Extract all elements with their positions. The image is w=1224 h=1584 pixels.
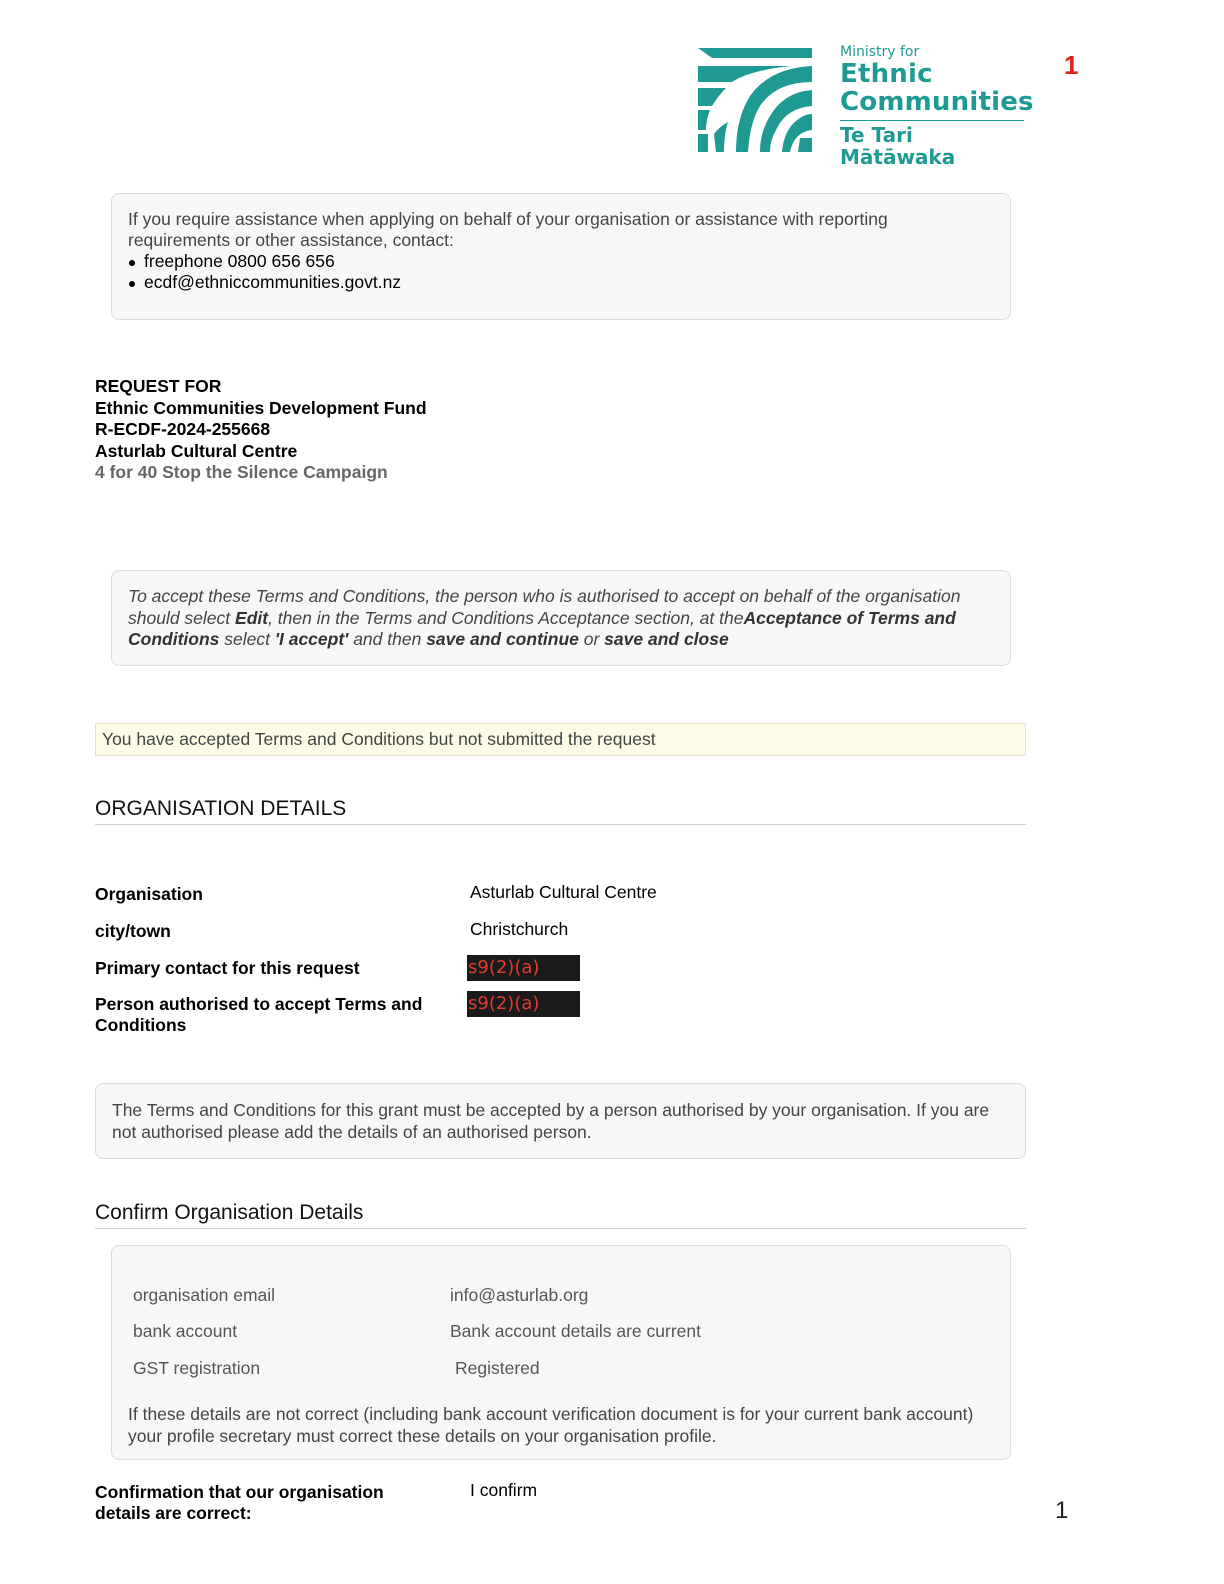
bank-account-label: bank account [133, 1321, 238, 1341]
terms-text-1: To accept these Terms and Conditions, the person who is authorised to accept on behalf of the organisation should select [128, 586, 961, 628]
authorised-person-label: Person authorised to accept Terms and Conditions [95, 994, 423, 1035]
terms-save-continue: save and continue [426, 629, 579, 649]
contact-list [128, 251, 994, 293]
request-block [95, 376, 427, 484]
terms-text-4: and then [348, 629, 427, 649]
logo-rule [840, 120, 1024, 121]
primary-contact-redaction: s9(2)(a) [467, 955, 580, 981]
confirmation-label: Confirmation that our organisation details are correct: [95, 1482, 384, 1523]
confirm-details-note: If these details are not correct (including bank account verification document is for your current bank account) your profile secretary must correct these details on your organisation profile. [128, 1404, 974, 1446]
terms-instructions-panel [111, 570, 1011, 666]
terms-acceptance: Acceptance of Terms and Conditions [128, 607, 956, 649]
request-heading: REQUEST FOR [95, 376, 222, 396]
gst-label: GST registration [133, 1358, 261, 1378]
logo-te-tari: Te Tari Mātāwaka [840, 123, 956, 169]
assistance-text: If you require assistance when applying on behalf of your organisation or assistance with reporting requirements or other assistance, contact: [128, 209, 888, 250]
terms-text-5: or [578, 629, 605, 649]
terms-edit: Edit [235, 607, 269, 628]
ministry-logo [690, 34, 1034, 169]
city-value: Christchurch [470, 919, 569, 939]
gst-value: Registered [455, 1358, 540, 1378]
logo-communities: Communities [840, 87, 1034, 117]
contact-email[interactable]: ecdf@ethniccommunities.govt.nz [128, 272, 994, 293]
terms-i-accept: 'I accept' [274, 629, 349, 649]
organisation-name: Asturlab Cultural Centre [95, 440, 298, 461]
org-email-value: info@asturlab.org [450, 1285, 589, 1305]
primary-contact-label: Primary contact for this request [95, 958, 360, 978]
authorised-person-redaction: s9(2)(a) [467, 991, 580, 1017]
organisation-details-title: ORGANISATION DETAILS [95, 797, 1026, 825]
org-email-label: organisation email [133, 1285, 276, 1305]
confirm-details-title: Confirm Organisation Details [95, 1201, 1026, 1229]
terms-save-close: save and close [604, 629, 729, 649]
terms-text-2: , then in the Terms and Conditions Acceptance section, at the [268, 607, 744, 628]
fund-name: Ethnic Communities Development Fund [95, 397, 427, 418]
terms-text-3: select [219, 629, 275, 649]
org-label: Organisation [95, 884, 203, 904]
status-banner: You have accepted Terms and Conditions but not submitted the request [95, 723, 1026, 756]
terms-authorisation-info: The Terms and Conditions for this grant must be accepted by a person authorised by your organisation. If you are not authorised please add the details of an authorised person. [95, 1083, 1026, 1159]
logo-ethnic: Ethnic [840, 59, 933, 89]
confirmation-value: I confirm [470, 1480, 538, 1500]
bank-account-value: Bank account details are current [450, 1321, 701, 1341]
logo-ministry-for: Ministry for [840, 44, 920, 60]
org-value: Asturlab Cultural Centre [470, 882, 657, 902]
project-name: 4 for 40 Stop the Silence Campaign [95, 462, 388, 483]
page-number: 1 [1055, 1497, 1069, 1524]
contact-phone: freephone 0800 656 656 [128, 251, 994, 272]
city-label: city/town [95, 921, 171, 941]
page-marker: 1 [1064, 50, 1079, 80]
assistance-panel [111, 193, 1011, 320]
koru-logo-icon [690, 34, 830, 158]
confirm-details-panel [111, 1245, 1011, 1460]
request-reference: R-ECDF-2024-255668 [95, 419, 271, 440]
